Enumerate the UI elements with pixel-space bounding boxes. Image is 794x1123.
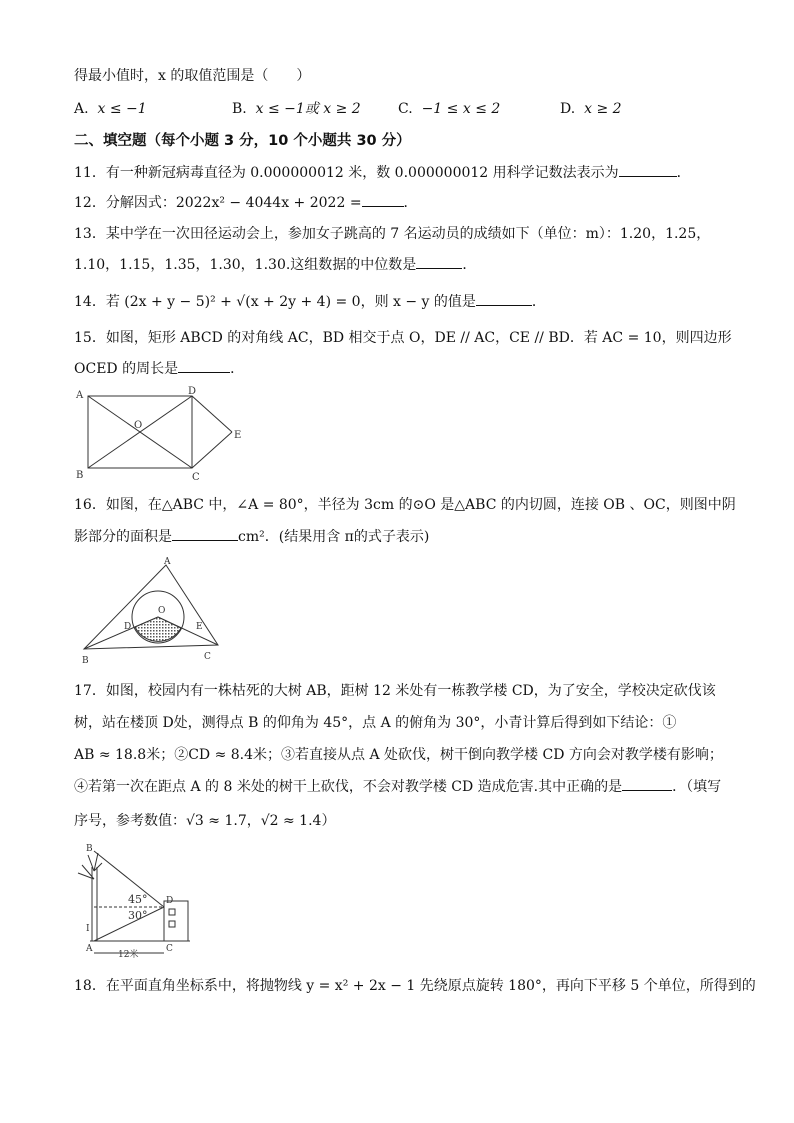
label-c: C xyxy=(204,652,211,662)
question-end: ． xyxy=(230,361,245,377)
label-b: B xyxy=(76,470,84,481)
label-d: D xyxy=(124,622,132,632)
option-text: x ≤ −1或 x ≥ 2 xyxy=(255,101,361,117)
answer-blank[interactable] xyxy=(178,358,230,373)
question-text: ④若第一次在距点 A 的 8 米处的树干上砍伐，不会对教学楼 CD 造成危害.其中正确的是 xyxy=(74,779,623,795)
option-c[interactable] xyxy=(398,99,500,119)
segment-de xyxy=(192,396,232,432)
label-o: O xyxy=(158,606,166,616)
figure-tree-building xyxy=(72,843,192,963)
answer-blank[interactable] xyxy=(362,192,404,207)
question-text: OCED 的周长是 xyxy=(74,361,179,377)
question-11 xyxy=(74,162,691,183)
label-i: I xyxy=(86,924,90,934)
label-c: C xyxy=(192,472,200,483)
question-14 xyxy=(74,291,546,312)
building-cd xyxy=(164,901,188,941)
option-letter: D. xyxy=(560,101,576,117)
figure-rectangle-ocde xyxy=(72,384,252,484)
question-text: 14．若 (2x + y − 5)² + √(x + 2y + 4) = 0，则 x − y 的值是 xyxy=(74,294,476,310)
building-window xyxy=(169,921,175,927)
label-b: B xyxy=(82,656,89,666)
distance-label: 12米 xyxy=(118,950,139,960)
label-e: E xyxy=(196,622,203,632)
section-title: 二、填空题（每个小题 3 分，10 个小题共 30 分） xyxy=(74,133,411,149)
option-text: x ≤ −1 xyxy=(97,101,147,117)
figure-triangle-incircle xyxy=(78,555,228,667)
question-text: 11．有一种新冠病毒直径为 0.000000012 米，数 0.000000012 用科学记数法表示为 xyxy=(74,165,619,181)
question-text: ．（填写 xyxy=(672,779,722,795)
question-12 xyxy=(74,192,418,213)
option-letter: B. xyxy=(232,101,247,117)
label-d: D xyxy=(188,386,197,397)
question-end: ． xyxy=(676,165,691,181)
option-text: x ≥ 2 xyxy=(584,101,622,117)
option-letter: A. xyxy=(74,101,89,117)
label-a: A xyxy=(76,390,84,401)
question-text: cm²．(结果用含 π的式子表示) xyxy=(238,529,430,545)
option-b[interactable] xyxy=(232,99,361,119)
question-17-line5: 序号，参考数值：√3 ≈ 1.7，√2 ≈ 1.4） xyxy=(74,813,336,829)
question-17-line4 xyxy=(74,776,721,797)
question-text: 1.10，1.15，1.35，1.30，1.30.这组数据的中位数是 xyxy=(74,257,417,273)
building-window xyxy=(169,909,175,915)
question-13-line2 xyxy=(74,254,476,275)
question-15-line1: 15．如图，矩形 ABCD 的对角线 AC，BD 相交于点 O，DE // AC，CE // BD．若 AC = 10，则四边形 xyxy=(74,330,732,346)
question-text: 影部分的面积是 xyxy=(74,529,172,545)
tree-branches xyxy=(78,853,102,879)
question-end: ． xyxy=(462,257,477,273)
question-17-line3: AB ≈ 18.8米；②CD ≈ 8.4米；③若直接从点 A 处砍伐，树干倒向教学楼 CD 方向会对教学楼有影响； xyxy=(74,747,723,763)
label-o: O xyxy=(134,420,143,431)
question-15-line2 xyxy=(74,358,244,379)
label-e: E xyxy=(234,430,242,441)
question-17-line1: 17．如图，校园内有一株枯死的大树 AB，距树 12 米处有一栋教学楼 CD，为了安全，学校决定砍伐该 xyxy=(74,683,716,699)
question-10-tail: 得最小值时，x 的取值范围是（ ） xyxy=(74,68,311,84)
label-b: B xyxy=(86,844,93,854)
option-text: −1 ≤ x ≤ 2 xyxy=(421,101,501,117)
question-13-line1: 13．某中学在一次田径运动会上，参加女子跳高的 7 名运动员的成绩如下（单位：m）：1.20，1.25， xyxy=(74,226,711,242)
label-d: D xyxy=(166,896,174,906)
question-16-line2 xyxy=(74,526,429,547)
answer-blank[interactable] xyxy=(172,526,238,541)
answer-blank[interactable] xyxy=(416,254,462,269)
question-end: ． xyxy=(403,195,418,211)
option-letter: C. xyxy=(398,101,413,117)
question-end: ． xyxy=(531,294,546,310)
angle-45-label: 45° xyxy=(128,893,148,906)
answer-blank[interactable] xyxy=(476,291,532,306)
segment-ce xyxy=(192,432,232,468)
question-17-line2: 树，站在楼顶 D处，测得点 B 的仰角为 45°，点 A 的俯角为 30°，小青计算后得到如下结论：① xyxy=(74,715,677,731)
label-c: C xyxy=(166,944,173,954)
option-a[interactable] xyxy=(74,99,147,119)
label-a: A xyxy=(86,944,93,954)
question-16-line1: 16．如图，在△ABC 中，∠A = 80°，半径为 3cm 的⊙O 是△ABC 的内切圆，连接 OB 、OC，则图中阴 xyxy=(74,497,736,513)
question-text: 12．分解因式：2022x² − 4044x + 2022 = xyxy=(74,195,362,211)
question-18: 18．在平面直角坐标系中，将抛物线 y = x² + 2x − 1 先绕原点旋转 180°，再向下平移 5 个单位，所得到的 xyxy=(74,978,756,994)
answer-blank[interactable] xyxy=(619,162,677,177)
label-a: A xyxy=(164,557,171,567)
angle-30-label: 30° xyxy=(128,909,148,922)
answer-blank[interactable] xyxy=(622,776,672,791)
option-d[interactable] xyxy=(560,99,622,119)
